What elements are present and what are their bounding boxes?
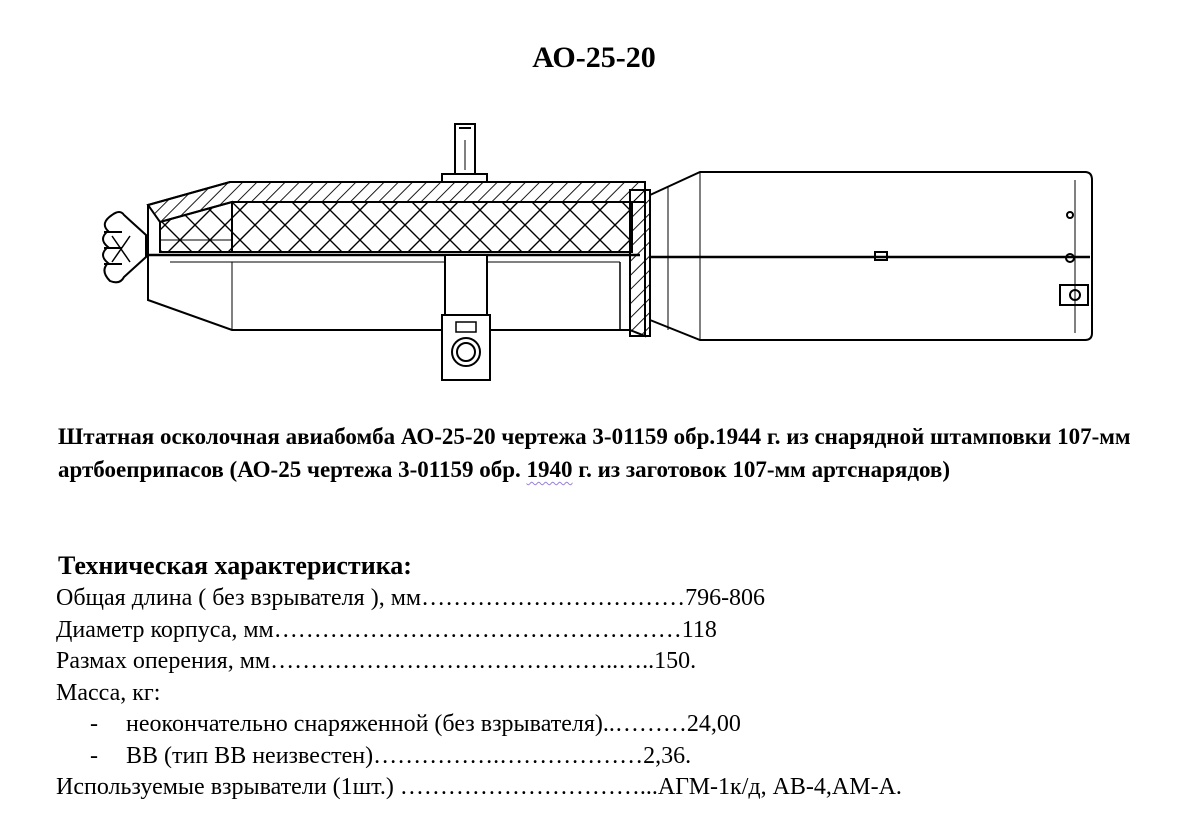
caption-text-1: Штатная осколочная авиабомба АО-25-20 чертежа 3-01159 обр.1944 г. из снарядной штамповки 107-мм артбоеприпасов (АО-25 чертежа 3-01159 обр. bbox=[58, 424, 1131, 482]
spec-value: 150. bbox=[654, 648, 697, 674]
spec-value: 2,36. bbox=[643, 742, 692, 769]
bomb-drawing bbox=[88, 118, 1108, 388]
spec-label: Общая длина ( без взрывателя ), мм bbox=[56, 585, 422, 611]
spec-dots: …………………………... bbox=[399, 774, 658, 800]
spec-row-diameter bbox=[56, 615, 1156, 647]
spec-label: неокончательно снаряженной (без взрывателя) bbox=[126, 711, 603, 737]
spec-value: 24,00 bbox=[686, 711, 741, 737]
spec-dash: - bbox=[90, 742, 98, 769]
page-title: АО-25-20 bbox=[532, 41, 656, 74]
spec-dots: …………………………………………… bbox=[273, 616, 682, 643]
spec-label: Диаметр корпуса, мм bbox=[56, 616, 274, 643]
caption-text-2: г. из заготовок 107-мм артснарядов) bbox=[572, 457, 951, 482]
spec-row-fin-span bbox=[56, 646, 1156, 678]
spec-value: АГМ-1к/д, АВ-4,АМ-А. bbox=[657, 774, 902, 800]
spec-dots: ..……… bbox=[602, 711, 687, 737]
spec-label: Масса, кг: bbox=[56, 679, 161, 706]
specs-list bbox=[56, 583, 1156, 804]
spec-row-mass-explosive bbox=[56, 741, 1156, 773]
spec-value: 796-806 bbox=[685, 585, 766, 611]
spec-dots: …………………………… bbox=[421, 585, 686, 611]
spec-label: Размах оперения, мм bbox=[56, 648, 271, 674]
spec-row-mass bbox=[56, 678, 1156, 710]
spec-value: 118 bbox=[681, 616, 717, 643]
spec-row-mass-loaded bbox=[56, 709, 1156, 741]
spec-row-length bbox=[56, 583, 1156, 615]
spec-label: Используемые взрыватели (1шт.) bbox=[56, 774, 400, 800]
spec-dots: …………….……………… bbox=[373, 742, 644, 769]
spec-dash: - bbox=[90, 711, 98, 737]
caption-year: 1940 bbox=[526, 457, 573, 482]
spec-dots: ……………………………………..….. bbox=[270, 648, 655, 674]
specs-heading: Техническая характеристика: bbox=[58, 551, 412, 580]
bomb-description bbox=[58, 420, 1148, 486]
spec-label: ВВ (тип ВВ неизвестен) bbox=[126, 742, 374, 769]
spec-row-fuzes bbox=[56, 772, 1156, 804]
